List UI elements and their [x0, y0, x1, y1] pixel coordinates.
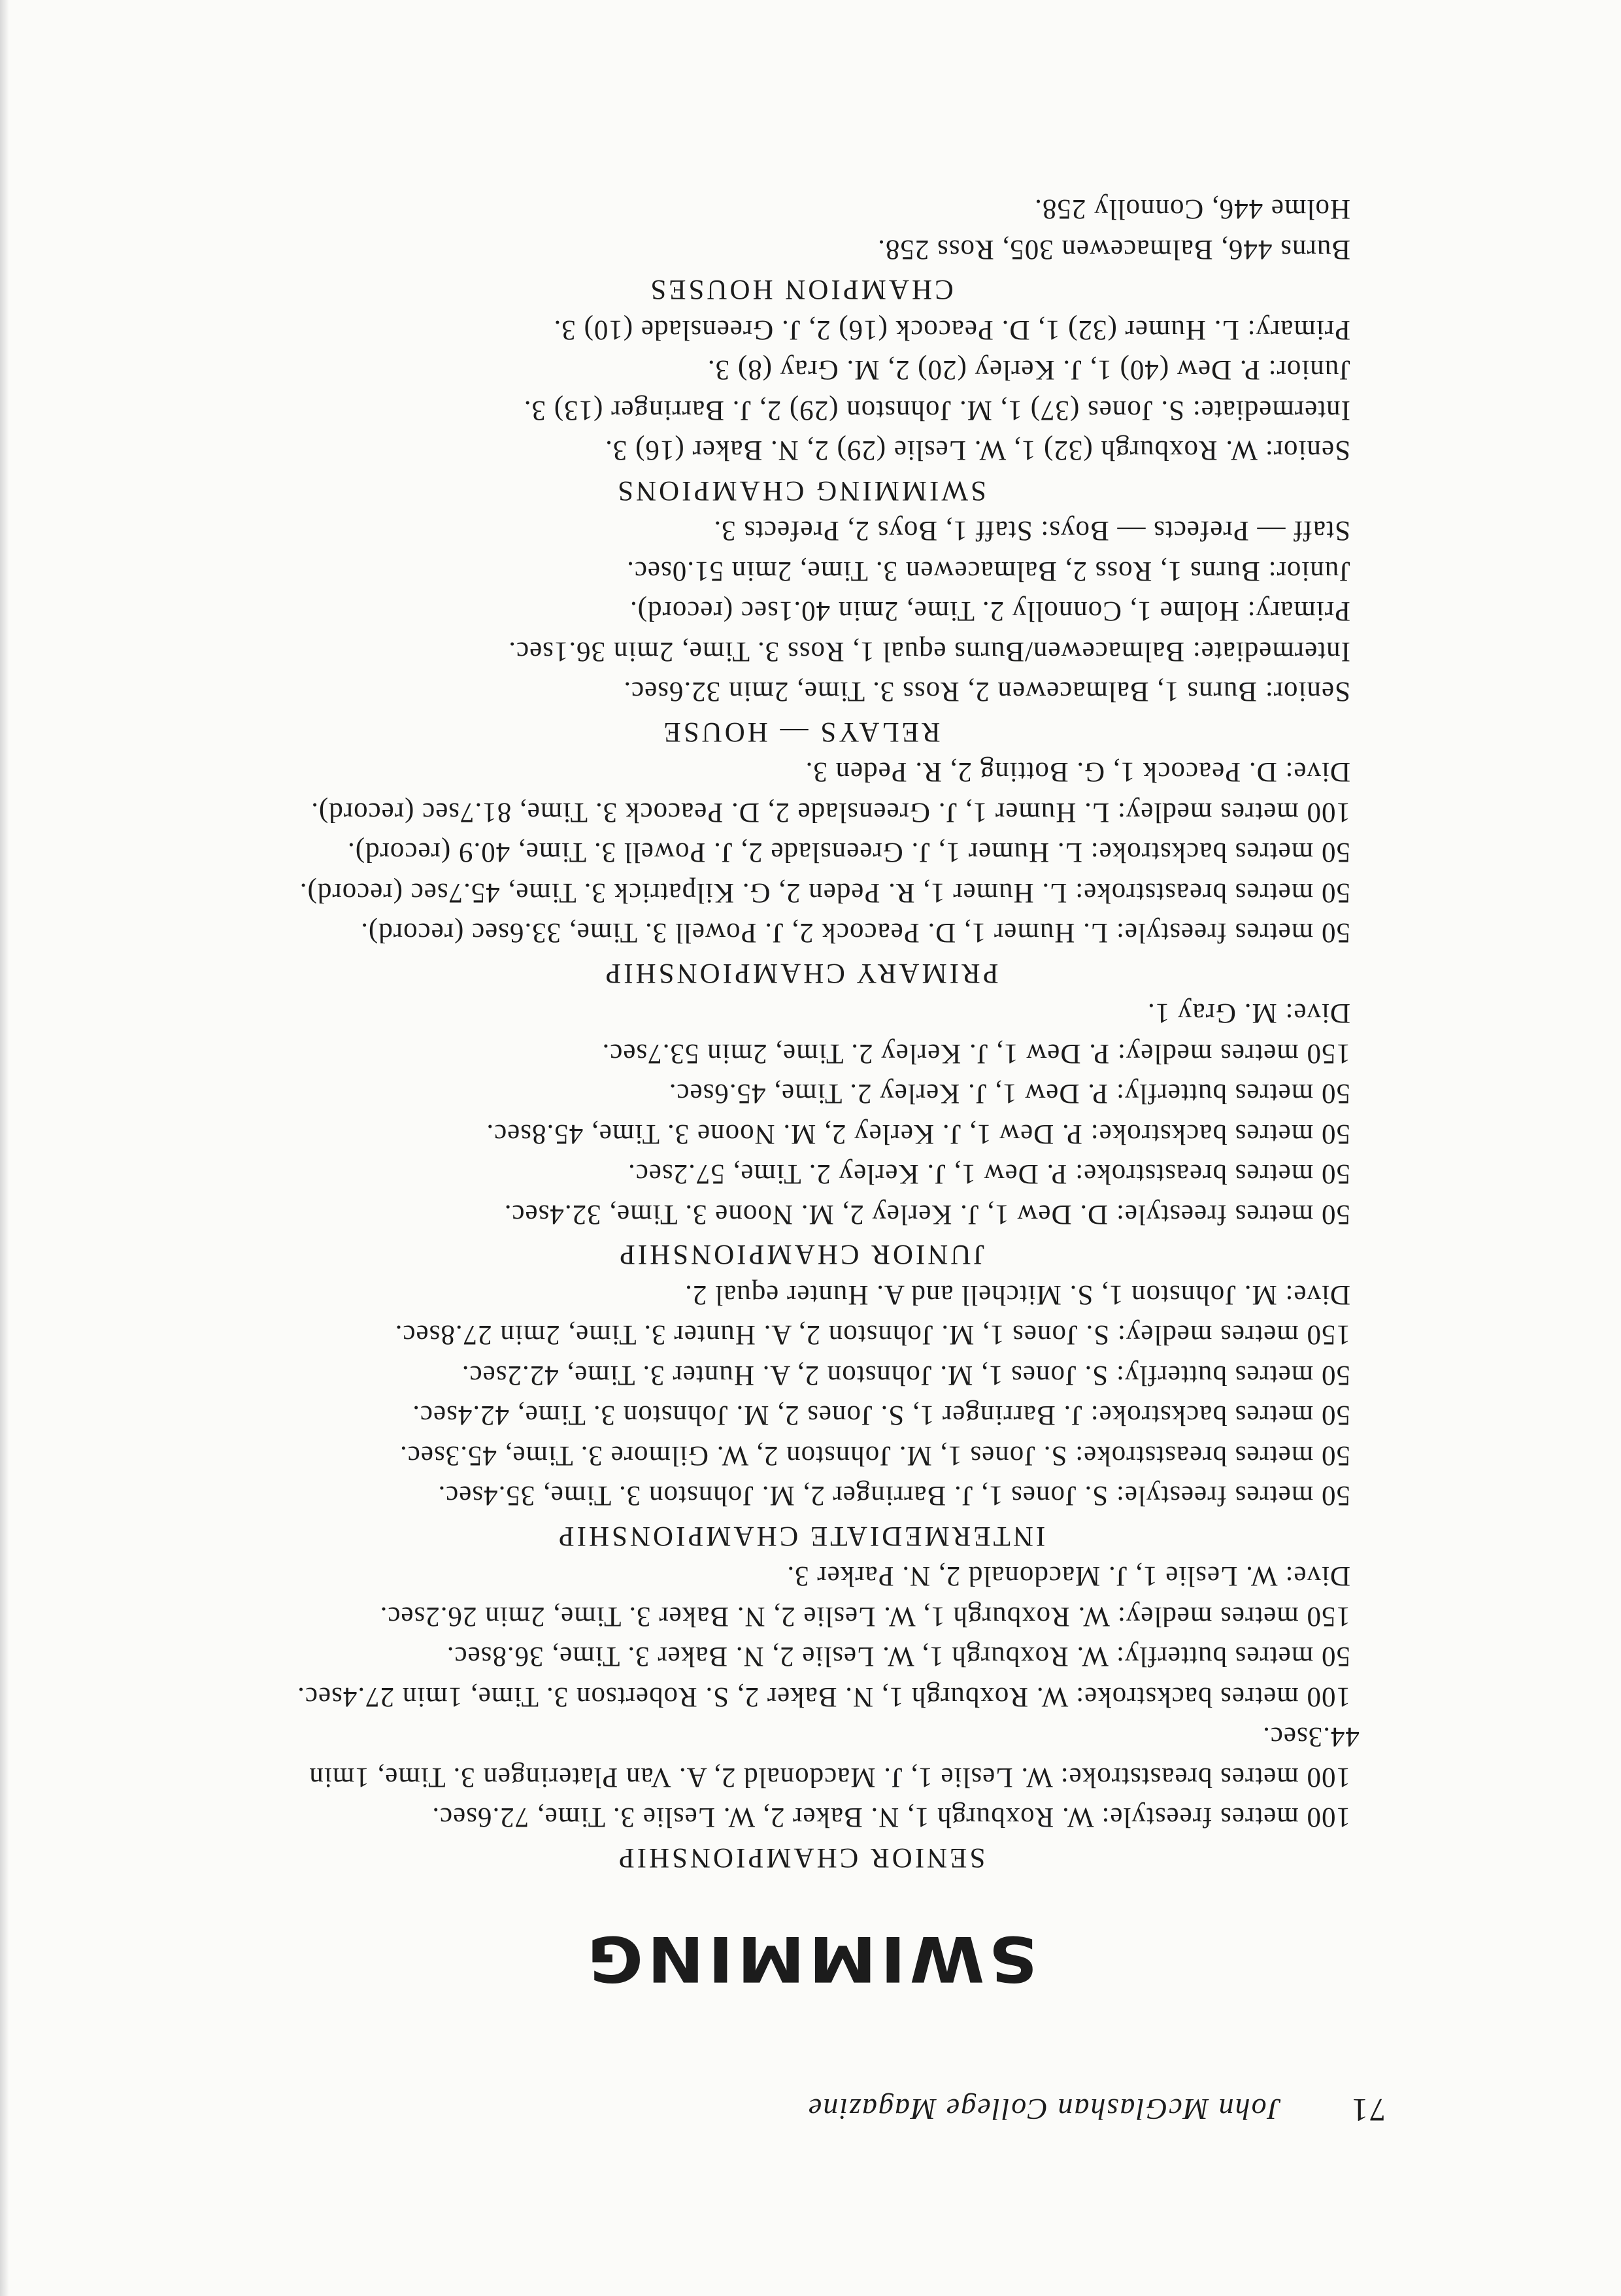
result-entry: 150 metres medley: W. Roxburgh 1, W. Leslie 2, N. Baker 3. Time, 2min 26.2sec.: [379, 1601, 1350, 1632]
section-heading: CHAMPION HOUSES: [648, 274, 954, 305]
magazine-title: John McGlashan College Magazine: [807, 2093, 1281, 2126]
result-entry: Primary: Holme 1, Connolly 2. Time, 2min 40.1sec (record).: [629, 596, 1350, 627]
result-entry: Staff — Prefects — Boys: Staff 1, Boys 2, Prefects 3.: [713, 515, 1350, 547]
result-entry: 100 metres medley: L. Humer 1, J. Greenslade 2, D. Peacock 3. Time, 81.7sec (record).: [310, 797, 1350, 828]
result-entry: 100 metres backstroke: W. Roxburgh 1, N. Baker 2, S. Robertson 3. Time, 1min 27.4sec.: [297, 1681, 1350, 1712]
article-title: SWIMMING: [583, 1921, 1038, 1996]
section-heading: SENIOR CHAMPIONSHIP: [616, 1842, 986, 1873]
result-entry: Primary: L. Humer (32) 1, D. Peacock (16) 2, J. Greenslade (10) 3.: [553, 314, 1350, 345]
result-entry: Dive: M. Johnston 1, S. Mitchell and A. Hunter equal 2.: [684, 1279, 1350, 1310]
result-entry: 50 metres freestyle: D. Dew 1, J. Kerley 2, M. Noone 3. Time, 32.4sec.: [503, 1199, 1350, 1230]
result-entry: 150 metres medley: P. Dew 1, J. Kerley 2. Time, 2min 53.7sec.: [601, 1038, 1350, 1069]
section-heading: SWIMMING CHAMPIONS: [615, 475, 986, 506]
result-entry: Intermediate: S. Jones (37) 1, M. Johnston (29) 2, J. Barringer (13) 3.: [523, 395, 1350, 426]
result-entry: 50 metres backstroke: P. Dew 1, J. Kerley 2, M. Noone 3. Time, 45.8sec.: [486, 1119, 1350, 1149]
result-entry: 50 metres butterfly: P. Dew 1, J. Kerley 2. Time, 45.6sec.: [668, 1078, 1350, 1109]
section-heading: PRIMARY CHAMPIONSHIP: [603, 958, 999, 988]
page-number: 71: [1350, 2092, 1386, 2129]
result-entry: 50 metres breaststroke: P. Dew 1, J. Kerley 2. Time, 57.2sec.: [627, 1158, 1350, 1190]
result-entry: Dive: M. Gray 1.: [1147, 998, 1350, 1029]
result-entry: Dive: W. Leslie 1, J. Macdonald 2, N. Parker 3.: [786, 1561, 1350, 1592]
result-entry: Senior: Burns 1, Balmacewen 2, Ross 3. Time, 2min 32.6sec.: [623, 676, 1350, 707]
result-entry: 100 metres freestyle: W. Roxburgh 1, N. Baker 2, W. Leslie 3. Time, 72.6sec.: [431, 1802, 1350, 1833]
result-entry: Intermediate: Balmacewen/Burns equal 1, Ross 3. Time, 2min 36.1sec.: [508, 636, 1350, 667]
result-entry: Burns 446, Balmacewen 305, Ross 258.: [877, 234, 1350, 265]
result-entry: 50 metres freestyle: L. Humer 1, D. Peacock 2, J. Powell 3. Time, 33.6sec (record).: [360, 917, 1350, 949]
result-entry: 100 metres breaststroke: W. Leslie 1, J. Macdonald 2, A. Van Plateringen 3. Time, 1min 44.3sec.: [309, 1721, 1360, 1793]
result-entry: 50 metres breaststroke: S. Jones 1, M. Johnston 2, W. Gilmore 3. Time, 45.3sec.: [399, 1440, 1350, 1471]
result-entry: 50 metres breaststroke: L. Humer 1, R. Peden 2, G. Kilpatrick 3. Time, 45.7sec (record).: [299, 877, 1350, 908]
result-entry: Junior: Burns 1, Ross 2, Balmacewen 3. Time, 2min 51.0sec.: [626, 556, 1350, 586]
result-entry: 50 metres butterfly: W. Roxburgh 1, W. Leslie 2, N. Baker 3. Time, 36.8sec.: [446, 1641, 1350, 1672]
section-heading: RELAYS — HOUSE: [661, 717, 941, 747]
result-entry: 50 metres backstroke: L. Humer 1, J. Greenslade 2, J. Powell 3. Time, 40.9 (record).: [347, 837, 1350, 868]
result-entry: 50 metres freestyle: S. Jones 1, J. Barringer 2, M. Johnston 3. Time, 35.4sec.: [437, 1480, 1350, 1511]
result-entry: Dive: D. Peacock 1, G. Botting 2, R. Peden 3.: [805, 756, 1350, 788]
section-heading: INTERMEDIATE CHAMPIONSHIP: [556, 1521, 1046, 1551]
result-entry: Junior: P. Dew (40) 1, J. Kerley (20) 2, M. Gray (8) 3.: [707, 354, 1350, 386]
article-body: [242, 189, 1360, 1878]
result-entry: Senior: W. Roxburgh (32) 1, W. Leslie (29) 2, N. Baker (16) 3.: [605, 435, 1350, 466]
result-entry: Holme 446, Connolly 258.: [1034, 194, 1350, 225]
result-entry: 150 metres medley: S. Jones 1, M. Johnston 2, A. Hunter 3. Time, 2min 27.8sec.: [394, 1319, 1350, 1351]
result-entry: 50 metres butterfly: S. Jones 1, M. Johnston 2, A. Hunter 3. Time, 42.2sec.: [461, 1360, 1350, 1391]
page-header: [261, 2084, 1386, 2129]
result-entry: 50 metres backstroke: J. Barringer 1, S. Jones 2, M. Johnston 3. Time, 42.4sec.: [412, 1400, 1350, 1431]
section-heading: JUNIOR CHAMPIONSHIP: [616, 1239, 985, 1270]
